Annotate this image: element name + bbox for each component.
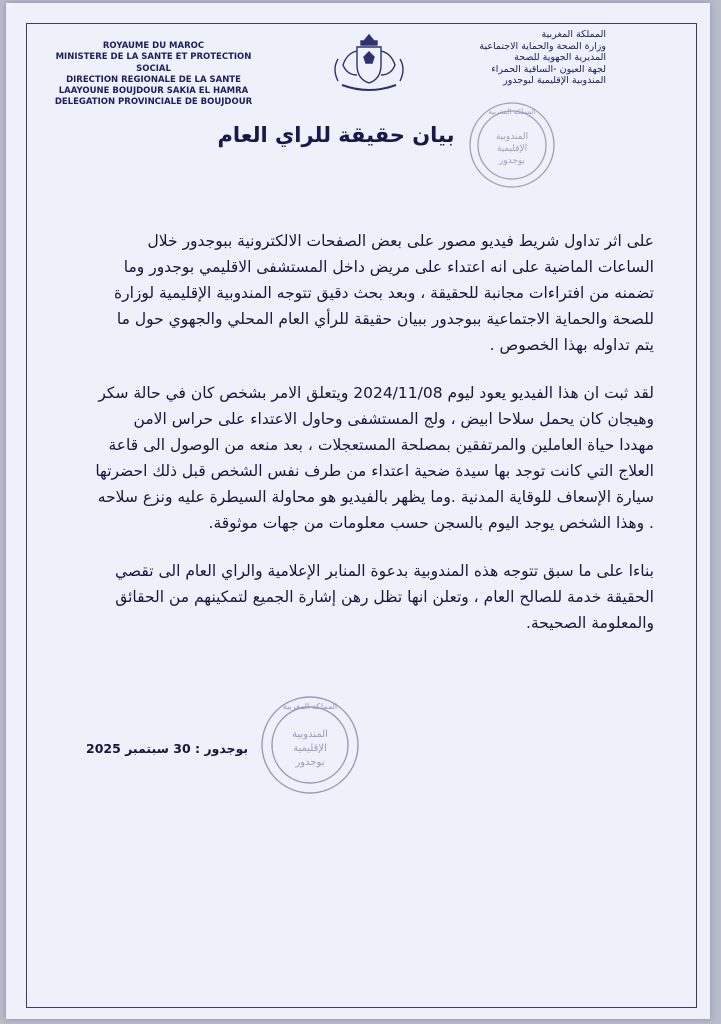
header-ar-line: لجهة العيون -الساقية الحمراء: [491, 63, 606, 75]
paragraph-1: على اثر تداول شريط فيديو مصور على بعض الصفحات الالكترونية ببوجدور خلال الساعات الماضية على انه اعتداء على مريض داخل المستشفى الاقليمي بوجدور وما تضمنه من افتراءات مجانبة للحقيقة ، وبعد بحث دقيق تتوجه المندوبية الإقليمية لوزارة للصحة والحماية الاجتماعية ببوجدور ببيان حقيقة للرأي العام المحلي والجهوي حول ما يتم تداوله بهذا الخصوص .: [113, 232, 654, 354]
date-line: بوجدور : 30 سبتمبر 2025: [86, 741, 249, 756]
header-fr-line: DIRECTION REGIONALE DE LA SANTE: [66, 74, 241, 85]
stamp-text: الإقليمية: [496, 144, 528, 154]
stamp-text: الإقليمية: [293, 743, 327, 754]
header-ar-line: المملكة المغربية: [541, 29, 606, 40]
statement-body: [94, 228, 654, 658]
stamp-text: المندوبية: [495, 132, 529, 142]
header-ar-line: المندوبية الإقليمية لبوجدور: [503, 75, 606, 86]
header-fr-line: LAAYOUNE BOUJDOUR SAKIA EL HAMRA: [58, 86, 249, 97]
paragraph-2: لقد ثبت ان هذا الفيديو يعود ليوم 2024/11/08 ويتعلق الامر بشخص كان في حالة سكر وهيجان كان يحمل سلاحا ابيض ، ولج المستشفى وحاول الاعتداء على حراس الامن مهددا حياة العاملين والمرتفقين بمصلحة المستعجلات ، بعد منعه من الوصول الى قاعة العلاج التي كانت توجد بها سيدة ضحية اعتداء من طرف نفس الشخص قبل ذلك احضرتها سيارة الإسعاف للوقاية المدنية .وما يظهر بالفيديو هو محاولة السيطرة عليه ونزع سلاحه . وهذا الشخص يوجد اليوم بالسجن حسب معلومات من جهات موثوقة.: [95, 384, 654, 532]
document-page: [6, 3, 710, 1019]
coat-of-arms-emblem: [324, 29, 414, 97]
header-arabic: [411, 29, 606, 87]
stamp-text: المندوبية: [292, 729, 328, 740]
header-fr-line: ROYAUME DU MAROC: [102, 41, 205, 51]
stamp-text: المملكة المغربية: [488, 108, 536, 116]
official-stamp-bottom: [258, 693, 362, 797]
official-stamp-top: [466, 99, 558, 191]
paragraph-3: بناءا على ما سبق تتوجه هذه المندوبية بدعوة المنابر الإعلامية والراي العام الى تقصي الحقيقة خدمة للصالح العام ، وتعلن انها تظل رهن إشارة الجميع لتمكينهم من الحقائق والمعلومة الصحيحة.: [115, 562, 654, 632]
header-ar-line: وزارة الصحة والحماية الاجتماعية: [479, 40, 606, 52]
document-title: بيان حقيقة للراي العام: [217, 123, 455, 147]
header-ar-line: المديرية الجهوية للصحة: [514, 52, 606, 63]
stamp-text: بوجدور: [295, 757, 325, 768]
header-fr-line: MINISTERE DE LA SANTE ET PROTECTION SOCIAL: [55, 52, 252, 74]
stamp-text: بوجدور: [498, 156, 526, 166]
header-french: [46, 41, 261, 109]
header-fr-line: DELEGATION PROVINCIALE DE BOUJDOUR: [54, 97, 253, 108]
stamp-text: المملكة المغربية: [282, 702, 338, 711]
